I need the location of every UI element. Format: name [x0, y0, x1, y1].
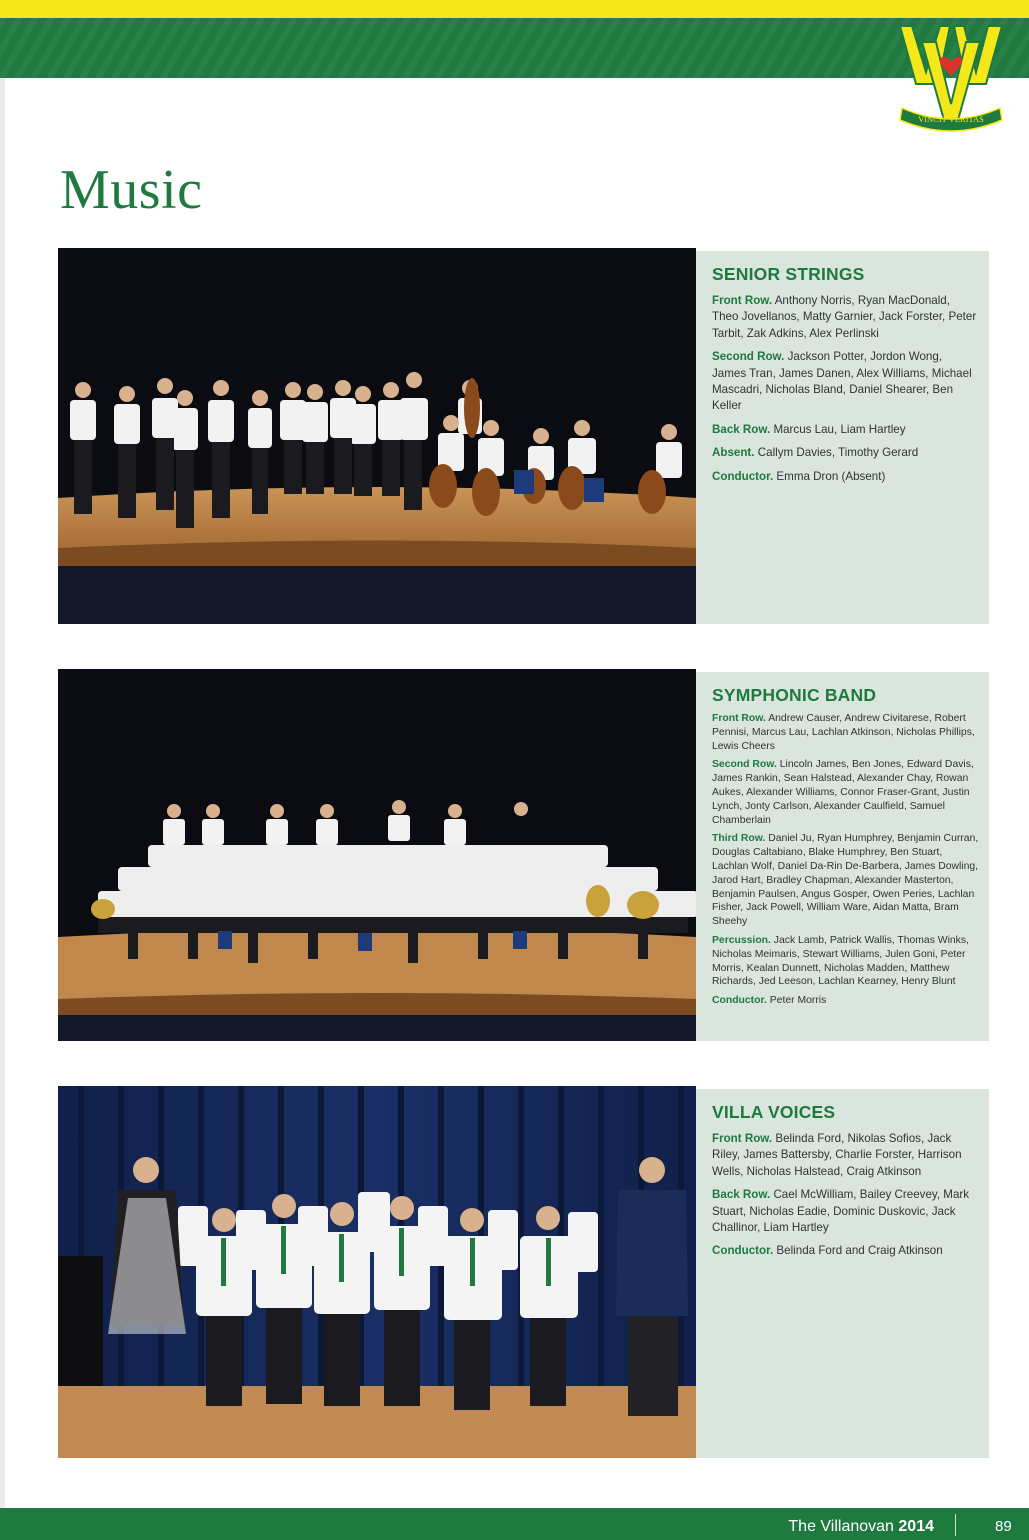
publication-name: The Villanovan: [788, 1518, 894, 1535]
row-label: Third Row.: [712, 833, 766, 845]
row-label: Second Row.: [712, 350, 785, 364]
footer-divider: [955, 1514, 956, 1536]
caption-row: [712, 1131, 979, 1180]
caption-row: [712, 712, 979, 753]
row-names: Anthony Norris, Ryan MacDonald, Theo Jovellanos, Matty Garnier, Jack Forster, Peter Tarbit, Zak Adkins, Alex Perlinski: [712, 294, 977, 340]
row-label: Absent.: [712, 446, 755, 460]
row-names: Belinda Ford and Craig Atkinson: [776, 1244, 943, 1258]
section-title: VILLA VOICES: [712, 1102, 836, 1122]
row-label: Conductor.: [712, 995, 767, 1007]
symphonic-band-caption-panel: [696, 672, 989, 1041]
header-yellow-band: [0, 0, 1029, 18]
row-label: Front Row.: [712, 1132, 773, 1145]
caption-row: [712, 934, 979, 989]
caption-row: [712, 994, 979, 1008]
caption-row: [712, 1243, 979, 1259]
svg-text:VINCIT VERITAS: VINCIT VERITAS: [918, 114, 984, 124]
section-title: SYMPHONIC BAND: [712, 685, 877, 705]
row-names: Andrew Causer, Andrew Civitarese, Robert Pennisi, Marcus Lau, Lachlan Atkinson, Nicholas Phillips, Lewis Cheers: [712, 713, 975, 752]
school-crest-logo: [892, 22, 1010, 134]
row-label: Front Row.: [712, 294, 773, 307]
row-label: Back Row.: [712, 422, 771, 436]
header-green-band: [0, 18, 1029, 78]
villa-voices-photo: [58, 1086, 696, 1458]
row-names: Belinda Ford, Nikolas Sofios, Jack Riley, James Battersby, Charlie Forster, Harrison Wells, Nicholas Halstead, Craig Atkinson: [712, 1132, 962, 1178]
row-names: Cael McWilliam, Bailey Creevey, Mark Stuart, Nicholas Eadie, Dominic Duskovic, Jack Challinor, Liam Hartley: [712, 1188, 970, 1235]
caption-row: [712, 293, 979, 342]
page-edge-rule: [0, 78, 5, 1508]
row-label: Front Row.: [712, 713, 766, 724]
row-label: Conductor.: [712, 469, 774, 483]
row-label: Conductor.: [712, 1244, 774, 1258]
page-number: 89: [995, 1518, 1012, 1535]
row-names: Jack Lamb, Patrick Wallis, Thomas Winks, Nicholas Meimaris, Stewart Williams, Julen Goni, Peter Morris, Kealan Dunnett, Nicholas Madden, Matthew Richards, Jed Leeson, Lachlan Kearney, Henry Blunt: [712, 934, 969, 988]
caption-row: [712, 469, 979, 485]
row-label: Second Row.: [712, 759, 777, 771]
caption-row: [712, 422, 979, 438]
caption-row: [712, 349, 979, 415]
row-names: Jackson Potter, Jordon Wong, James Tran, James Danen, Alex Williams, Michael Mascadri, Nicholas Bland, Daniel Shearer, Ben Keller: [712, 350, 972, 413]
row-names: Marcus Lau, Liam Hartley: [773, 422, 906, 436]
page-title: Music: [60, 159, 203, 221]
row-names: Daniel Ju, Ryan Humphrey, Benjamin Curran, Douglas Caltabiano, Blake Humphrey, Ben Stuart, Lachlan Wolf, Daniel Da-Rin De-Barbera, James Dowling, Jarod Hart, Bradley Chapman, Alexander Masterton, Benjamin Paulsen, Angus Gosper, Owen Peries, Lachlan Fisher, Jack Powell, William Ware, Aidan Matta, Bram Sheehy: [712, 833, 979, 928]
publication-year: 2014: [898, 1518, 934, 1535]
section-title: SENIOR STRINGS: [712, 264, 865, 284]
row-names: Callym Davies, Timothy Gerard: [757, 446, 919, 460]
caption-row: [712, 445, 979, 461]
row-names: Lincoln James, Ben Jones, Edward Davis, James Rankin, Sean Halstead, Alexander Chay, Rowan Aukes, Alexander Williams, Connor Fraser-Grant, Justin Lynch, Jonty Carlson, Alexander Caulfield, Samuel Chamberlain: [712, 759, 974, 826]
row-names: Emma Dron (Absent): [776, 469, 886, 483]
page-footer: [0, 1508, 1029, 1540]
row-label: Back Row.: [712, 1188, 771, 1202]
row-names: Peter Morris: [769, 995, 827, 1007]
caption-row: [712, 758, 979, 827]
senior-strings-photo: [58, 248, 696, 624]
symphonic-band-photo: [58, 669, 696, 1041]
footer-publication: [788, 1518, 934, 1536]
caption-row: [712, 832, 979, 929]
row-label: Percussion.: [712, 934, 771, 946]
villa-voices-caption-panel: [696, 1089, 989, 1458]
caption-row: [712, 1187, 979, 1236]
senior-strings-caption-panel: [696, 251, 989, 624]
